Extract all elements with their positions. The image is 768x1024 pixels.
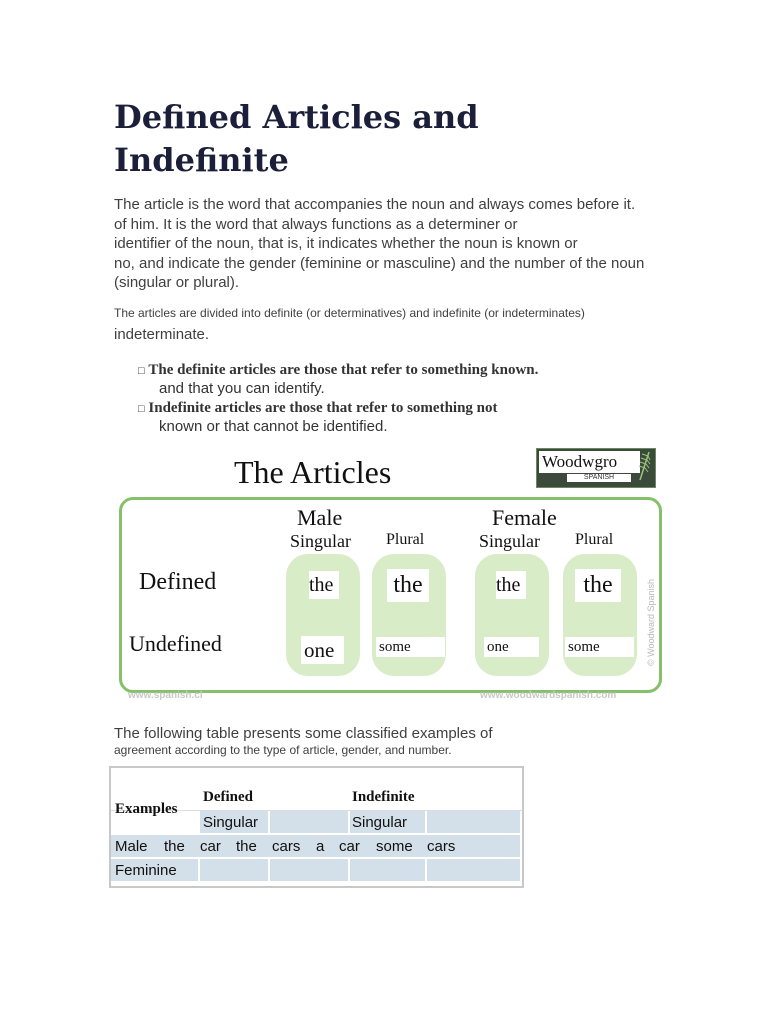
intro-paragraph (114, 195, 714, 293)
page-title (114, 96, 534, 182)
title-line-1: Defined Articles and (114, 98, 479, 136)
table-cell-feminine: Feminine (115, 862, 177, 879)
logo-sub: SPANISH (567, 474, 631, 482)
table-header-examples: Examples (115, 801, 178, 817)
table-cell: car (339, 838, 360, 855)
intro-line: (singular or plural). (114, 274, 240, 291)
row-label-undefined: Undefined (129, 631, 222, 656)
table-cell: some (376, 838, 413, 855)
bullet-continuation: and that you can identify. (159, 380, 325, 397)
table-cell: a (316, 838, 325, 855)
credit-left: www.spanish.cl (128, 690, 203, 701)
woodward-logo (536, 448, 656, 488)
cell-female-plural-defined: the (575, 569, 621, 602)
checkbox-icon: □ (138, 365, 145, 377)
table-cell: the (164, 838, 185, 855)
intro-line: The article is the word that accompanies the noun and always comes before it. (114, 196, 636, 213)
credit-right: www.woodwardspanish.com (480, 690, 617, 701)
table-cell: cars (427, 838, 456, 855)
cell-male-singular-defined: the (309, 571, 339, 599)
title-line-2: Indefinite (114, 141, 289, 179)
logo-name: Woodwgro (539, 451, 640, 473)
bullet-bold-text: The definite articles are those that refer to something known. (148, 362, 539, 378)
table-cell: cars (272, 838, 301, 855)
cell-female-plural-undefined: some (565, 637, 634, 657)
division-paragraph-end: indeterminate. (114, 326, 210, 343)
header-female-plural: Plural (575, 531, 614, 548)
examples-table (109, 766, 524, 888)
cell-female-singular-defined: the (496, 571, 526, 599)
intro-line: no, and indicate the gender (feminine or masculine) and the number of the noun (114, 254, 645, 272)
intro-line: identifier of the noun, that is, it indicates whether the noun is known or (114, 235, 578, 252)
table-intro-line1: The following table presents some classified examples of (114, 725, 493, 742)
cell-female-singular-undefined: one (484, 637, 539, 657)
fern-icon (637, 451, 651, 481)
table-cell-singular-1: Singular (203, 814, 259, 831)
bullet-list (138, 362, 538, 435)
cell-male-singular-undefined: one (301, 636, 344, 664)
table-cell: the (236, 838, 257, 855)
bullet-item (138, 400, 538, 417)
checkbox-icon: □ (138, 403, 145, 415)
table-header-defined: Defined (203, 789, 253, 805)
figure-title: The Articles (234, 454, 392, 490)
bullet-continuation: known or that cannot be identified. (159, 418, 388, 435)
cell-male-plural-undefined: some (376, 637, 445, 657)
division-paragraph: The articles are divided into definite (or determinatives) and indefinite (or indeterminates) (114, 306, 585, 320)
header-female-singular: Singular (479, 531, 540, 551)
intro-line: of him. It is the word that always functions as a determiner or (114, 215, 518, 233)
header-male: Male (297, 505, 343, 530)
header-female: Female (492, 505, 557, 530)
table-cell-singular-2: Singular (352, 814, 408, 831)
table-intro-line2: agreement according to the type of article, gender, and number. (114, 743, 452, 757)
header-male-plural: Plural (386, 531, 425, 548)
row-label-defined: Defined (139, 569, 217, 595)
bullet-bold-text: Indefinite articles are those that refer to something not (148, 400, 498, 416)
vertical-credit: © Woodward Spanish (646, 578, 656, 666)
bullet-item (138, 362, 538, 379)
table-header-indefinite: Indefinite (352, 789, 415, 805)
header-male-singular: Singular (290, 531, 351, 551)
table-cell: car (200, 838, 221, 855)
cell-male-plural-defined: the (387, 569, 429, 602)
table-cell: Male (115, 838, 148, 855)
